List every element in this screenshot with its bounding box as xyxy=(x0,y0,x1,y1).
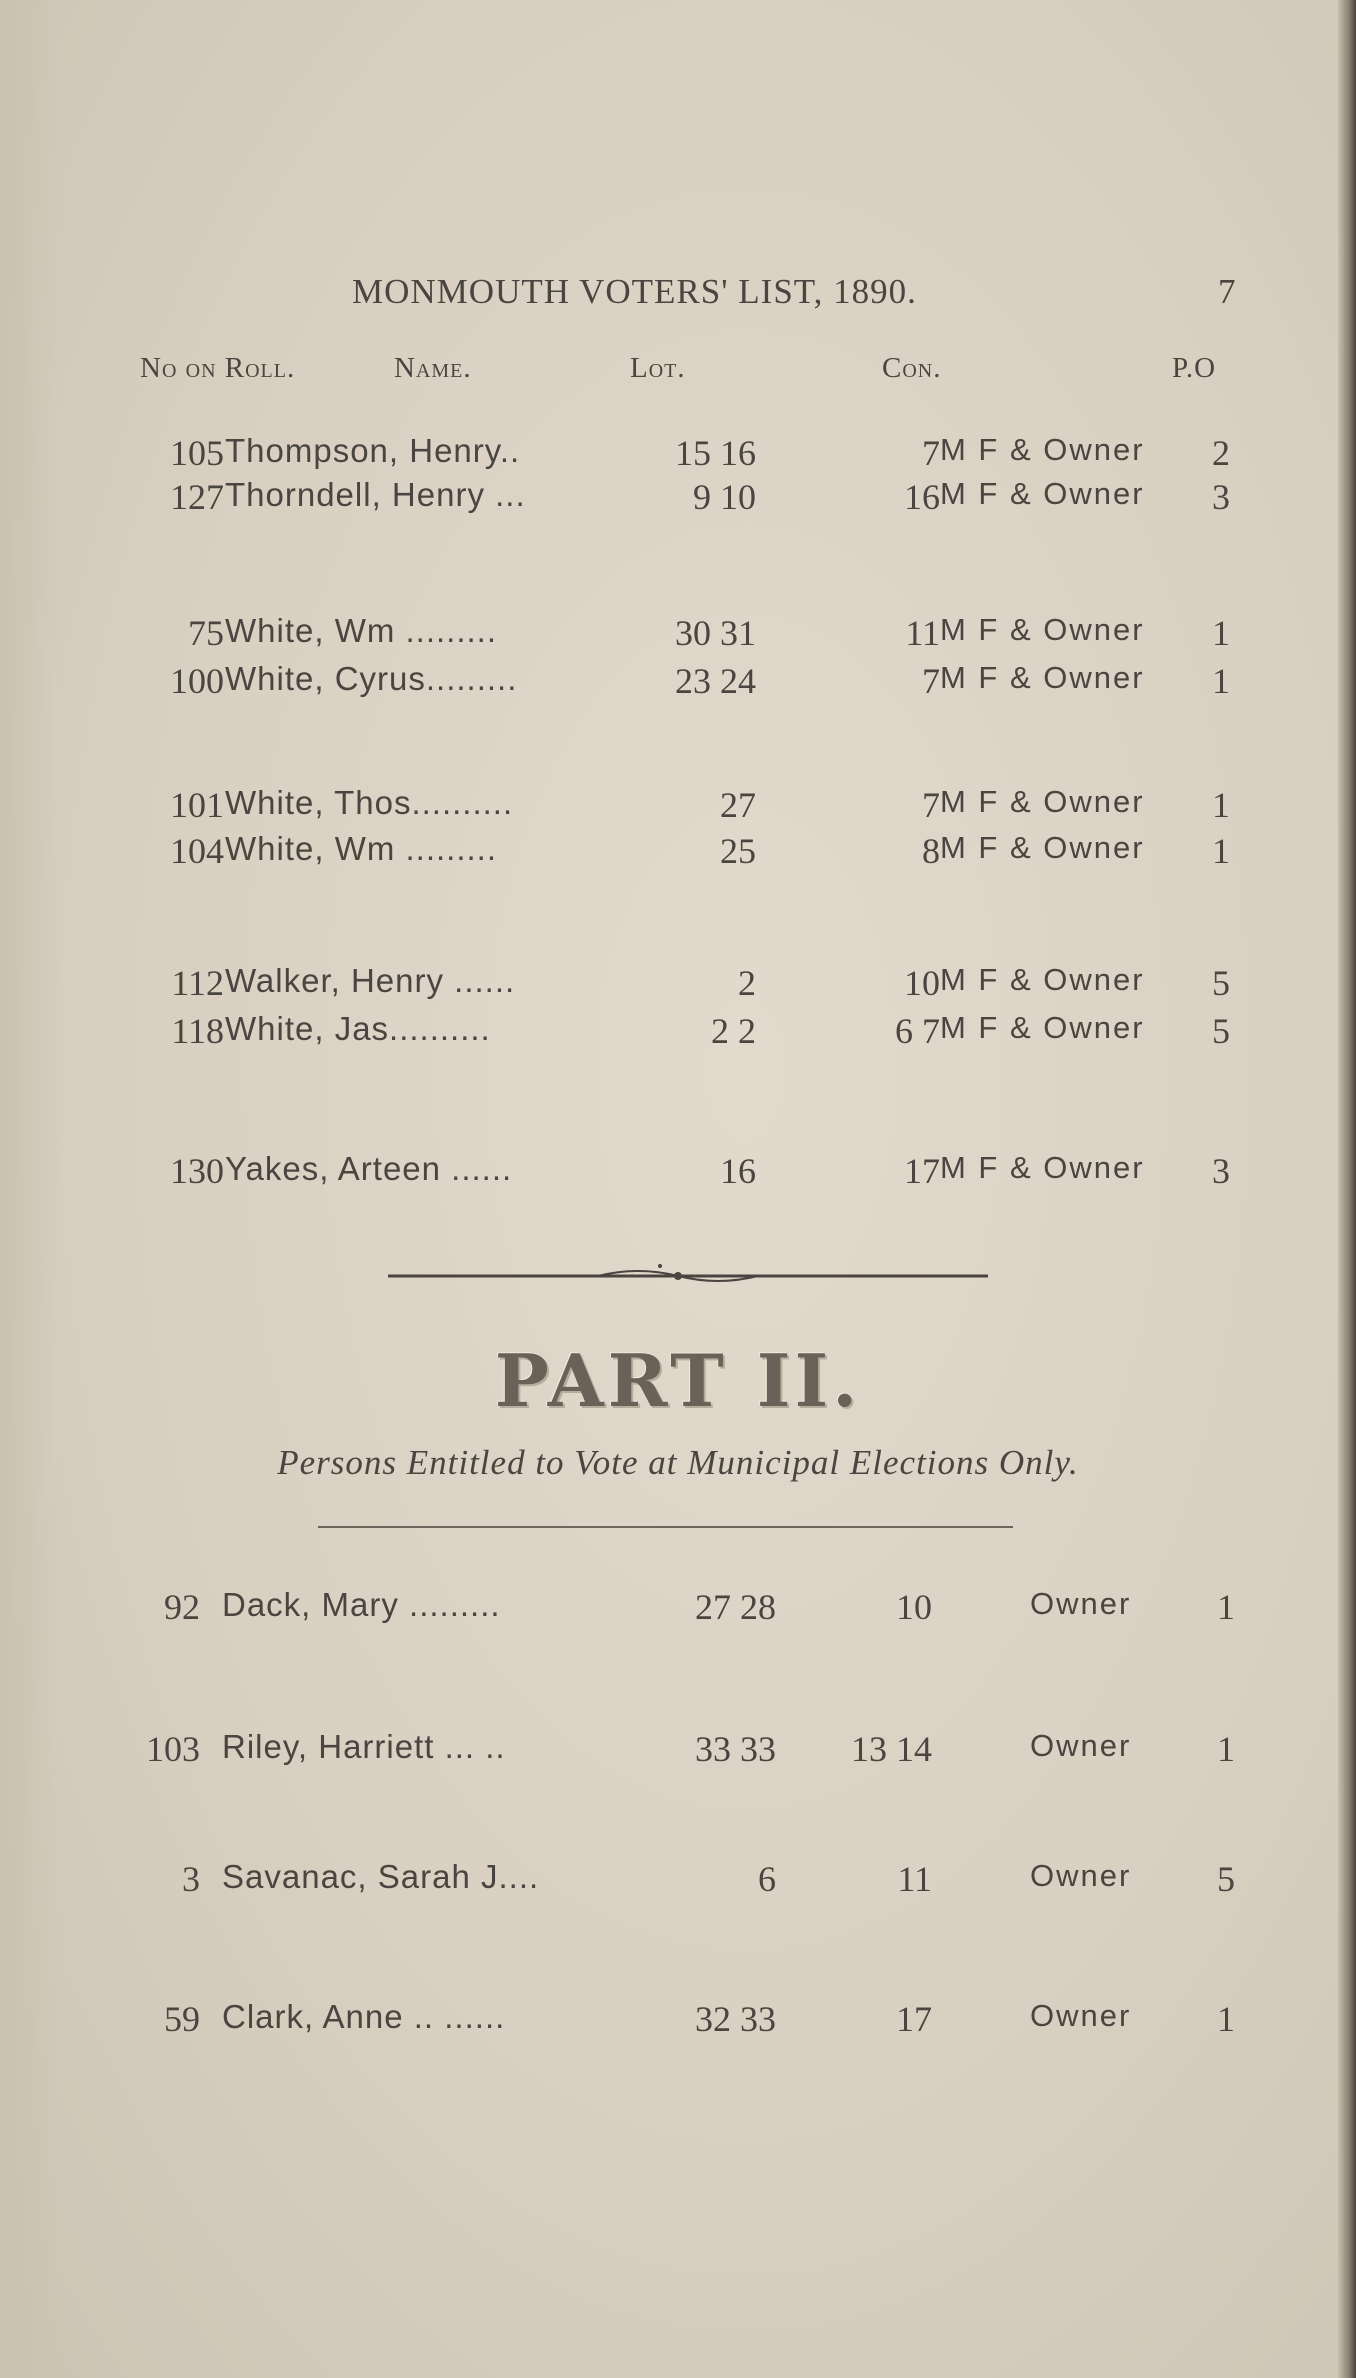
concession: 6 7 xyxy=(895,1011,940,1051)
roll-number: 104 xyxy=(170,831,224,871)
voter-name: Riley, Harriett ... .. xyxy=(222,1728,506,1765)
roll-number: 59 xyxy=(164,1999,200,2039)
lot: 9 10 xyxy=(693,477,756,517)
roll-number: 127 xyxy=(170,477,224,517)
qualification: M F & Owner xyxy=(940,612,1145,647)
lot: 27 28 xyxy=(695,1587,776,1627)
part-two-subtitle: Persons Entitled to Vote at Municipal Elections Only. xyxy=(277,1443,1079,1482)
post-office: 1 xyxy=(1217,1999,1235,2039)
voter-row xyxy=(0,1010,1356,1060)
concession: 10 xyxy=(896,1587,932,1627)
qualification: M F & Owner xyxy=(940,476,1145,511)
voter-row xyxy=(0,1150,1356,1200)
roll-number: 3 xyxy=(182,1859,200,1899)
post-office: 3 xyxy=(1212,1151,1230,1191)
voter-name: Savanac, Sarah J.... xyxy=(222,1858,540,1895)
qualification: M F & Owner xyxy=(940,1150,1145,1185)
voter-row xyxy=(0,784,1356,834)
roll-number: 105 xyxy=(170,433,224,473)
post-office: 5 xyxy=(1212,963,1230,1003)
running-header xyxy=(0,272,1356,322)
roll-number: 103 xyxy=(146,1729,200,1769)
voter-row xyxy=(0,1586,1356,1636)
voter-row xyxy=(0,612,1356,662)
lot: 32 33 xyxy=(695,1999,776,2039)
post-office: 5 xyxy=(1212,1011,1230,1051)
lot: 23 24 xyxy=(675,661,756,701)
qualification: M F & Owner xyxy=(940,660,1145,695)
concession: 7 xyxy=(922,785,940,825)
lot: 27 xyxy=(720,785,756,825)
concession: 11 xyxy=(905,613,940,653)
lot: 15 16 xyxy=(675,433,756,473)
concession: 8 xyxy=(922,831,940,871)
post-office: 5 xyxy=(1217,1859,1235,1899)
page-number: 7 xyxy=(1218,272,1236,311)
voter-name: White, Cyrus......... xyxy=(225,660,518,697)
voter-row xyxy=(0,476,1356,526)
post-office: 2 xyxy=(1212,433,1230,473)
voter-row xyxy=(0,1998,1356,2048)
qualification: M F & Owner xyxy=(940,962,1145,997)
qualification: Owner xyxy=(1030,1728,1132,1763)
voter-name: White, Wm ......... xyxy=(225,612,498,649)
voter-name: Clark, Anne .. ...... xyxy=(222,1998,506,2035)
lot: 2 2 xyxy=(711,1011,756,1051)
voter-row xyxy=(0,1728,1356,1778)
voter-name: White, Wm ......... xyxy=(225,830,498,867)
concession: 10 xyxy=(904,963,940,1003)
voter-name: Yakes, Arteen ...... xyxy=(225,1150,513,1187)
voter-row xyxy=(0,660,1356,710)
roll-number: 118 xyxy=(171,1011,224,1051)
col-header-no-on-roll: No on Roll. xyxy=(140,352,296,384)
qualification: M F & Owner xyxy=(940,432,1145,467)
concession: 7 xyxy=(922,661,940,701)
voter-name: Thompson, Henry.. xyxy=(225,432,521,469)
lot: 33 33 xyxy=(695,1729,776,1769)
lot: 16 xyxy=(720,1151,756,1191)
col-header-po: P.O xyxy=(1172,352,1217,384)
post-office: 1 xyxy=(1217,1587,1235,1627)
roll-number: 112 xyxy=(171,963,224,1003)
roll-number: 100 xyxy=(170,661,224,701)
ornamental-divider xyxy=(388,1264,988,1284)
concession: 17 xyxy=(896,1999,932,2039)
concession: 11 xyxy=(897,1859,932,1899)
lot: 30 31 xyxy=(675,613,756,653)
concession: 17 xyxy=(904,1151,940,1191)
qualification: Owner xyxy=(1030,1586,1132,1621)
voter-row xyxy=(0,830,1356,880)
voter-name: White, Thos.......... xyxy=(225,784,514,821)
part-two-heading: PART II. xyxy=(494,1338,862,1423)
voter-name: White, Jas.......... xyxy=(225,1010,491,1047)
voter-name: Thorndell, Henry ... xyxy=(225,476,526,513)
qualification: M F & Owner xyxy=(940,830,1145,865)
concession: 16 xyxy=(904,477,940,517)
post-office: 1 xyxy=(1212,613,1230,653)
voter-row xyxy=(0,1858,1356,1908)
concession: 7 xyxy=(922,433,940,473)
col-header-con: Con. xyxy=(882,352,942,384)
post-office: 1 xyxy=(1212,661,1230,701)
section-rule xyxy=(318,1526,1013,1528)
post-office: 1 xyxy=(1212,785,1230,825)
qualification: Owner xyxy=(1030,1998,1132,2033)
col-header-lot: Lot. xyxy=(630,352,686,384)
voter-row xyxy=(0,962,1356,1012)
post-office: 3 xyxy=(1212,477,1230,517)
voter-row xyxy=(0,432,1356,482)
voter-name: Dack, Mary ......... xyxy=(222,1586,501,1623)
roll-number: 75 xyxy=(188,613,224,653)
post-office: 1 xyxy=(1217,1729,1235,1769)
voter-name: Walker, Henry ...... xyxy=(225,962,516,999)
lot: 25 xyxy=(720,831,756,871)
lot: 6 xyxy=(758,1859,776,1899)
lot: 2 xyxy=(738,963,756,1003)
list-title: MONMOUTH VOTERS' LIST, 1890. xyxy=(352,272,917,311)
post-office: 1 xyxy=(1212,831,1230,871)
roll-number: 130 xyxy=(170,1151,224,1191)
qualification: M F & Owner xyxy=(940,784,1145,819)
qualification: Owner xyxy=(1030,1858,1132,1893)
col-header-name: Name. xyxy=(394,352,472,384)
concession: 13 14 xyxy=(851,1729,932,1769)
roll-number: 101 xyxy=(170,785,224,825)
roll-number: 92 xyxy=(164,1587,200,1627)
qualification: M F & Owner xyxy=(940,1010,1145,1045)
